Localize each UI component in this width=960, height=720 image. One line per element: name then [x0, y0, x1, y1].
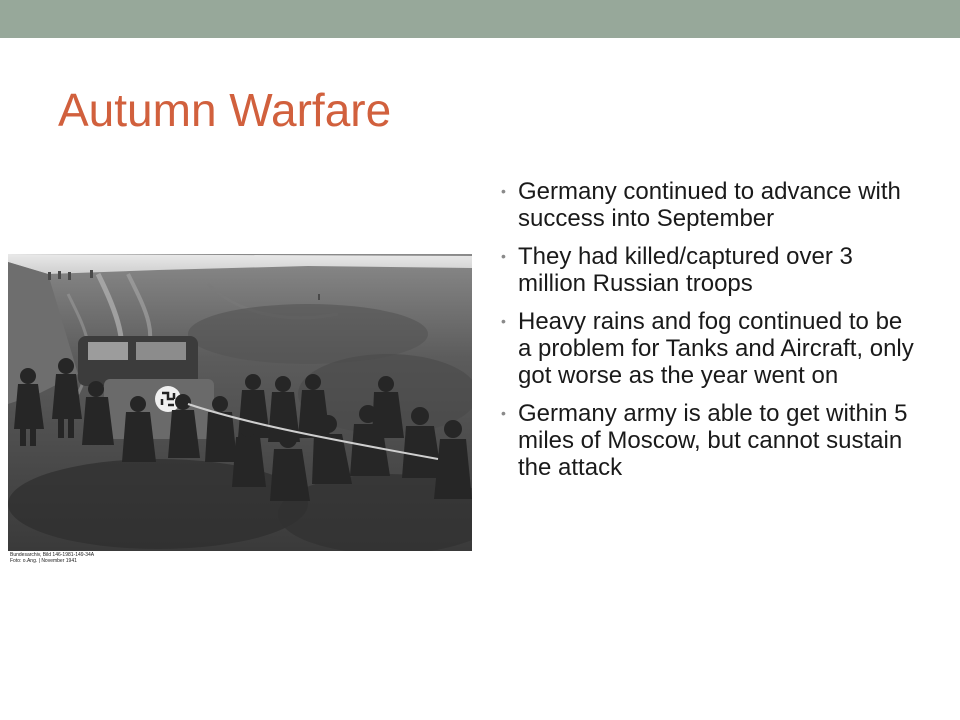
bullet-item: [500, 178, 920, 232]
bullet-dot-icon: •: [501, 183, 506, 199]
bullet-dot-icon: •: [501, 248, 506, 264]
bullet-text: Heavy rains and fog continued to be a problem for Tanks and Aircraft, only got worse as the year went on: [518, 308, 914, 389]
bullet-list: [500, 178, 920, 492]
mud-soldiers-photo: [8, 254, 472, 551]
photo-credit: [10, 552, 94, 564]
bullet-text: They had killed/captured over 3 million Russian troops: [518, 243, 853, 297]
photo-credit-line: Bundesarchiv, Bild 146-1981-149-34A: [10, 552, 95, 558]
bullet-item: [500, 308, 920, 389]
bullet-dot-icon: •: [501, 313, 506, 329]
top-accent-band: [0, 0, 960, 38]
bullet-item: [500, 400, 920, 481]
historical-photo: [8, 254, 472, 568]
bullet-dot-icon: •: [501, 405, 506, 421]
photo-credit-line: Foto: o.Ang. | November 1941: [10, 558, 77, 564]
bullet-text: Germany army is able to get within 5 miles of Moscow, but cannot sustain the attack: [518, 400, 908, 481]
slide-title: Autumn Warfare: [58, 84, 392, 136]
bullet-text: Germany continued to advance with success into September: [518, 178, 901, 232]
bullet-item: [500, 243, 920, 297]
